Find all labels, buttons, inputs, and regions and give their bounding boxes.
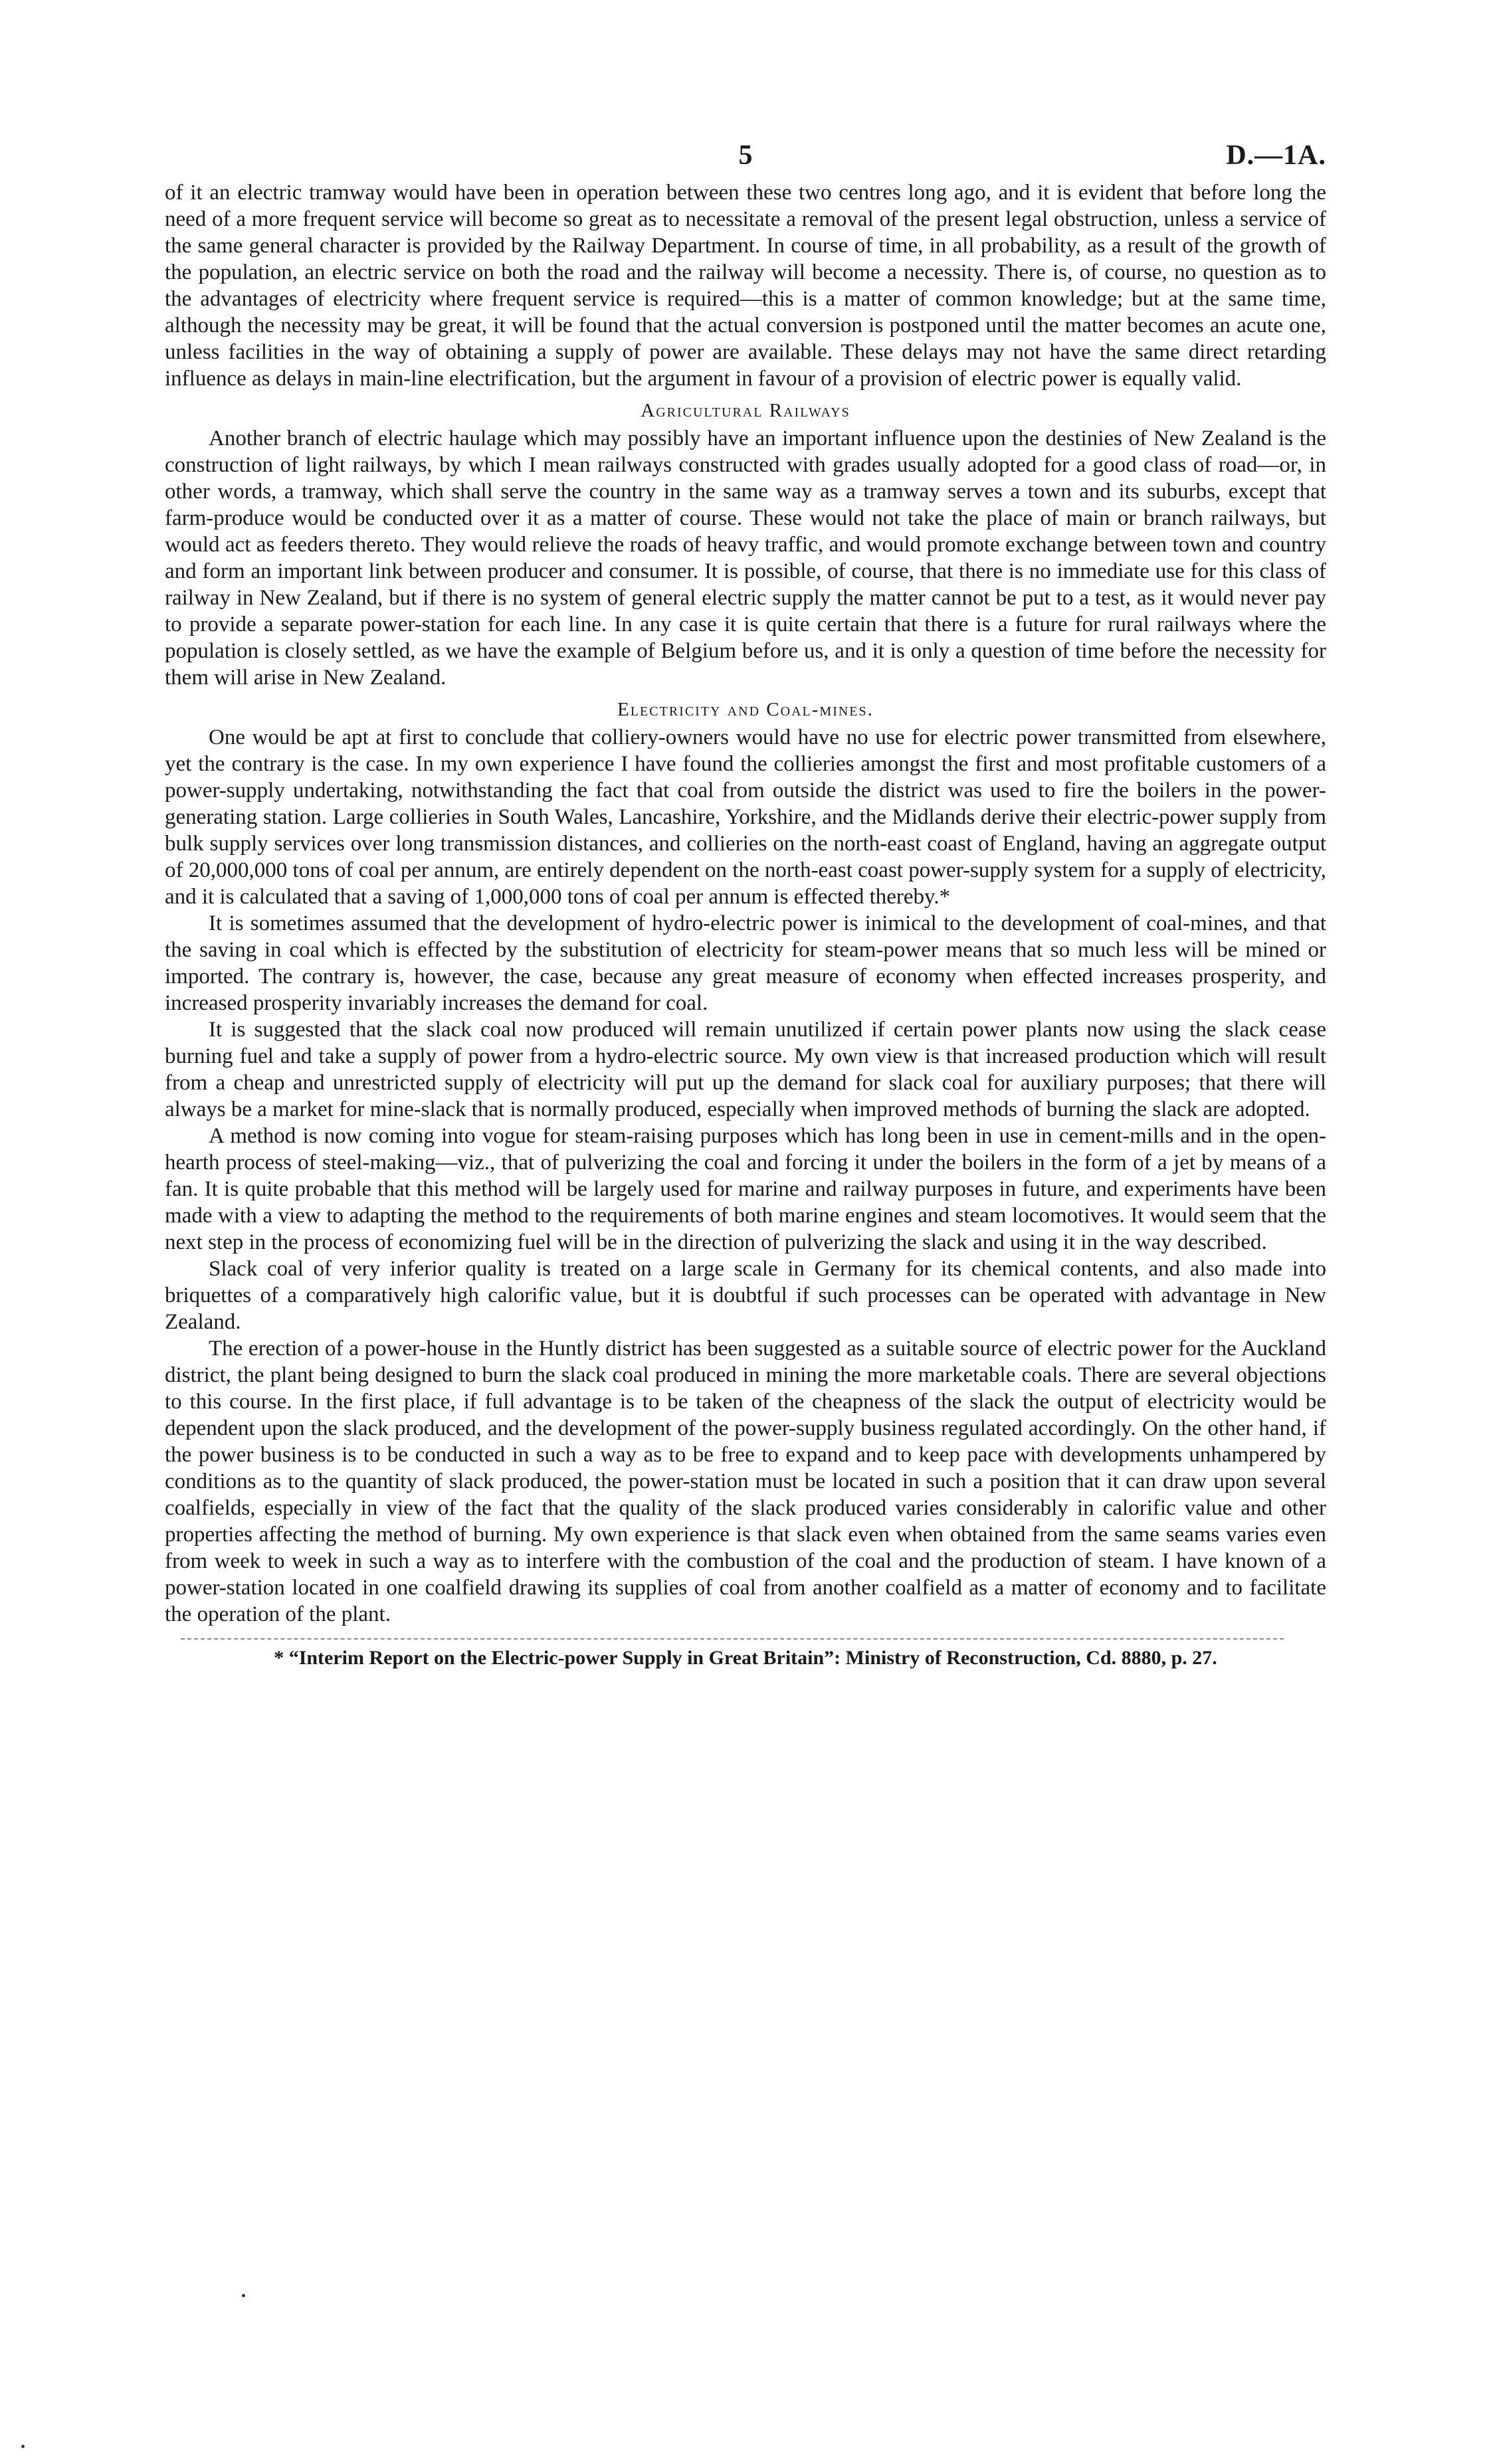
- paragraph-light-railways: Another branch of electric haulage which may possibly have an important influence upon the destinies of New Zealand is the construction of light railways, by which I mean railways constructed with grades usually adopted for a good class of road—or, in other words, a tramway, which shall serve the country in the same way as a tramway serves a town and its suburbs, except that farm-produce would be conducted over it as a matter of course. These would not take the place of main or branch railways, but would act as feeders thereto. They would relieve the roads of heavy traffic, and would promote exchange between town and country and form an important link between producer and consumer. It is possible, of course, that there is no immediate use for this class of railway in New Zealand, but if there is no system of general electric supply the matter cannot be put to a test, as it would never pay to provide a separate power-station for each line. In any case it is quite certain that there is a future for rural railways where the population is closely settled, as we have the example of Belgium before us, and it is only a question of time before the necessity for them will arise in New Zealand.: [165, 426, 1326, 690]
- paragraph-continuation: of it an electric tramway would have been in operation between these two centres long ago, and it is evident that before long the need of a more frequent service will become so great as to necessitate a removal of the present legal obstruction, unless a service of the same general character is provided by the Railway Department. In course of time, in all probability, as a result of the growth of the population, an electric service on both the road and the railway will become a necessity. There is, of course, no question as to the advantages of electricity where frequent service is required—this is a matter of common knowledge; but at the same time, although the necessity may be great, it will be found that the actual conversion is postponed until the matter becomes an acute one, unless facilities in the way of obtaining a supply of power are available. These delays may not have the same direct retarding influence as delays in main-line electrification, but the argument in favour of a provision of electric power is equally valid.: [165, 181, 1326, 391]
- paragraph-hydro-electric-coal: It is sometimes assumed that the development of hydro-electric power is inimical to the development of coal-mines, and that the saving in coal which is effected by the substitution of electricity for steam-power means that so much less will be mined or imported. The contrary is, however, the case, because any great measure of economy when effected increases prosperity, and increased prosperity invariably increases the demand for coal.: [165, 911, 1326, 1015]
- paragraph-germany-briquettes: Slack coal of very inferior quality is treated on a large scale in Germany for its chemical contents, and also made into briquettes of a comparatively high calorific value, but it is doubtful if such processes can be operated with advantage in New Zealand.: [165, 1257, 1326, 1334]
- paragraph-colliery-owners: One would be apt at first to conclude that colliery-owners would have no use for electric power transmitted from elsewhere, yet the contrary is the case. In my own experience I have found the collieries amongst the first and most profitable customers of a power-supply undertaking, notwithstanding the fact that coal from outside the district was used to fire the boilers in the power-generating station. Large collieries in South Wales, Lancashire, Yorkshire, and the Midlands derive their electric-power supply from bulk supply services over long transmission distances, and collieries on the north-east coast of England, having an aggregate output of 20,000,000 tons of coal per annum, are entirely dependent on the north-east coast power-supply system for a supply of electricity, and it is calculated that a saving of 1,000,000 tons of coal per annum is effected thereby.*: [165, 725, 1326, 909]
- footnote: * “Interim Report on the Electric-power Supply in Great Britain”: Ministry of Reconstruction, Cd. 8880, p. 27.: [274, 1647, 1217, 1669]
- document-page: [165, 133, 1326, 1670]
- section-heading-electricity-coal-mines: Electricity and Coal-mines.: [617, 699, 874, 720]
- scan-speck: [21, 2445, 25, 2448]
- paragraph-pulverizing-method: A method is now coming into vogue for steam-raising purposes which has long been in use in cement-mills and in the open-hearth process of steel-making—viz., that of pulverizing the coal and forcing it under the boilers in the form of a jet by means of a fan. It is quite probable that this method will be largely used for marine and railway purposes in future, and experiments have been made with a view to adapting the method to the requirements of both marine engines and steam locomotives. It would seem that the next step in the process of economizing fuel will be in the direction of pulverizing the slack and using it in the way described.: [165, 1124, 1326, 1254]
- document-reference: D.—1A.: [1226, 140, 1326, 171]
- body-text: [165, 179, 1326, 1628]
- section-heading-agricultural-railways: Agricultural Railways: [641, 400, 850, 421]
- page-header: [165, 133, 1326, 179]
- page-number: 5: [738, 140, 753, 171]
- paragraph-huntly-power-house: The erection of a power-house in the Huntly district has been suggested as a suitable source of electric power for the Auckland district, the plant being designed to burn the slack coal produced in mining the more marketable coals. There are several objections to this course. In the first place, if full advantage is to be taken of the cheapness of the slack the output of electricity would be dependent upon the slack produced, and the development of the power-supply business regulated accordingly. On the other hand, if the power business is to be conducted in such a way as to be free to expand and to keep pace with developments unhampered by conditions as to the quantity of slack produced, the power-station must be located in such a position that it can draw upon several coalfields, especially in view of the fact that the quality of the slack produced varies considerably in calorific value and other properties affecting the method of burning. My own experience is that slack even when obtained from the same seams varies even from week to week in such a way as to interfere with the combustion of the coal and the production of steam. I have known of a power-station located in one coalfield drawing its supplies of coal from another coalfield as a matter of economy and to facilitate the operation of the plant.: [165, 1337, 1326, 1626]
- footnote-divider: [181, 1638, 1284, 1640]
- paragraph-slack-coal-demand: It is suggested that the slack coal now produced will remain unutilized if certain power plants now using the slack cease burning fuel and take a supply of power from a hydro-electric source. My own view is that increased production which will result from a cheap and unrestricted supply of electricity will put up the demand for slack coal for auxiliary purposes; that there will always be a market for mine-slack that is normally produced, especially when improved methods of burning the slack are adopted.: [165, 1018, 1326, 1121]
- scan-speck: [242, 2294, 245, 2297]
